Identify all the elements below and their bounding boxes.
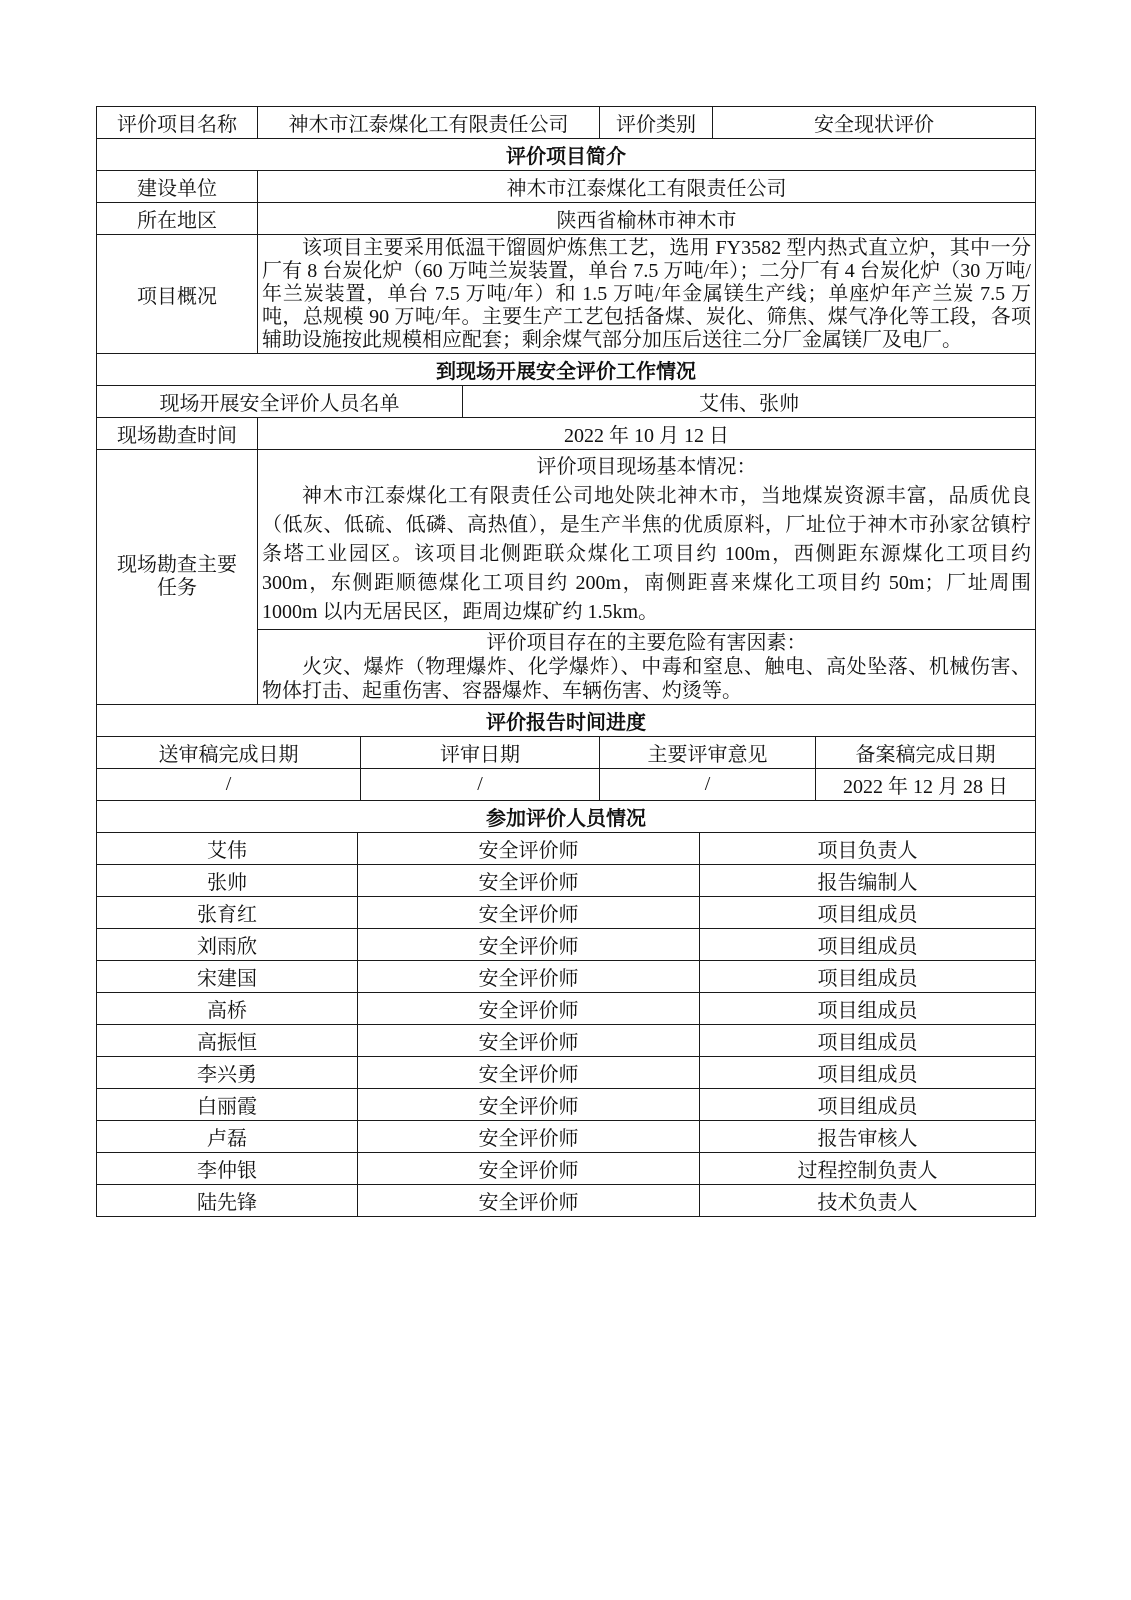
personnel-row [97, 1185, 1036, 1217]
personnel-title: 安全评价师 [358, 833, 700, 865]
schedule-table [96, 704, 1036, 801]
personnel-title: 安全评价师 [358, 897, 700, 929]
personnel-role: 项目组成员 [700, 961, 1036, 993]
personnel-title: 安全评价师 [358, 993, 700, 1025]
personnel-name: 宋建国 [97, 961, 358, 993]
personnel-title: 安全评价师 [358, 1089, 700, 1121]
site-basic-heading: 评价项目现场基本情况： [536, 455, 757, 478]
category-value: 安全现状评价 [713, 107, 1036, 139]
personnel-table [96, 800, 1036, 1217]
intro-section-title: 评价项目简介 [97, 139, 1036, 171]
personnel-role: 项目组成员 [700, 1057, 1036, 1089]
site-basic-cell [258, 450, 1036, 630]
personnel-title: 安全评价师 [358, 1185, 700, 1217]
schedule-header-record-date: 备案稿完成日期 [816, 737, 1036, 769]
personnel-row [97, 1153, 1036, 1185]
schedule-value-record-date: 2022 年 12 月 28 日 [816, 769, 1036, 801]
site-basic-text: 神木市江泰煤化工有限责任公司地处陕北神木市，当地煤炭资源丰富，品质优良（低灰、低硫、低磷、高热值），是生产半焦的优质原料，厂址位于神木市孙家岔镇柠条塔工业园区。该项目北侧距联众煤化工项目约 100m，西侧距东源煤化工项目约 300m，东侧距顺德煤化工项目约 200m，南侧距喜来煤化工项目约 50m；厂址周围 1000m 以内无居民区，距周边煤矿约 1.5km。 [262, 484, 1031, 623]
personnel-role: 报告编制人 [700, 865, 1036, 897]
site-section-title: 到现场开展安全评价工作情况 [97, 354, 1036, 386]
personnel-name: 李仲银 [97, 1153, 358, 1185]
site-staff-table [96, 385, 1036, 418]
personnel-role: 项目负责人 [700, 833, 1036, 865]
personnel-name: 李兴勇 [97, 1057, 358, 1089]
site-survey-table [96, 417, 1036, 705]
location-label: 所在地区 [97, 203, 258, 235]
construction-unit-label: 建设单位 [97, 171, 258, 203]
personnel-role: 项目组成员 [700, 897, 1036, 929]
personnel-title: 安全评价师 [358, 1121, 700, 1153]
schedule-value-review-opinion: / [600, 769, 816, 801]
schedule-value-review-date: / [361, 769, 600, 801]
personnel-row [97, 1025, 1036, 1057]
category-label: 评价类别 [600, 107, 713, 139]
project-name-value: 神木市江泰煤化工有限责任公司 [258, 107, 600, 139]
personnel-row [97, 865, 1036, 897]
personnel-role: 项目组成员 [700, 1089, 1036, 1121]
personnel-name: 高桥 [97, 993, 358, 1025]
personnel-name: 白丽霞 [97, 1089, 358, 1121]
personnel-name: 高振恒 [97, 1025, 358, 1057]
personnel-name: 艾伟 [97, 833, 358, 865]
personnel-title: 安全评价师 [358, 961, 700, 993]
survey-date-value: 2022 年 10 月 12 日 [258, 418, 1036, 450]
personnel-role: 报告审核人 [700, 1121, 1036, 1153]
personnel-role: 项目组成员 [700, 1025, 1036, 1057]
hazard-text: 火灾、爆炸（物理爆炸、化学爆炸）、中毒和窒息、触电、高处坠落、机械伤害、物体打击、起重伤害、容器爆炸、车辆伤害、灼烫等。 [262, 656, 1031, 702]
survey-date-label: 现场勘查时间 [97, 418, 258, 450]
personnel-row [97, 929, 1036, 961]
personnel-title: 安全评价师 [358, 865, 700, 897]
intro-section-table [96, 138, 1036, 386]
personnel-row [97, 993, 1036, 1025]
personnel-row [97, 1089, 1036, 1121]
personnel-section-title: 参加评价人员情况 [97, 801, 1036, 833]
site-staff-label: 现场开展安全评价人员名单 [97, 386, 463, 418]
personnel-name: 卢磊 [97, 1121, 358, 1153]
personnel-name: 刘雨欣 [97, 929, 358, 961]
schedule-header-review-opinion: 主要评审意见 [600, 737, 816, 769]
schedule-header-draft: 送审稿完成日期 [97, 737, 361, 769]
location-value: 陕西省榆林市神木市 [258, 203, 1036, 235]
personnel-name: 陆先锋 [97, 1185, 358, 1217]
schedule-value-draft: / [97, 769, 361, 801]
personnel-name: 张帅 [97, 865, 358, 897]
personnel-role: 过程控制负责人 [700, 1153, 1036, 1185]
personnel-title: 安全评价师 [358, 929, 700, 961]
schedule-section-title: 评价报告时间进度 [97, 705, 1036, 737]
personnel-title: 安全评价师 [358, 1025, 700, 1057]
personnel-name: 张育红 [97, 897, 358, 929]
schedule-header-review-date: 评审日期 [361, 737, 600, 769]
overview-text: 该项目主要采用低温干馏圆炉炼焦工艺，选用 FY3582 型内热式直立炉，其中一分厂有 8 台炭化炉（60 万吨兰炭装置，单台 7.5 万吨/年）；二分厂有 4 台炭化炉（30 万吨/年兰炭装置，单台 7.5 万吨/年）和 1.5 万吨/年金属镁生产线；单座炉年产兰炭 7.5 万吨，总规模 90 万吨/年。主要生产工艺包括备煤、炭化、筛焦、煤气净化等工段，各项辅助设施按此规模相应配套；剩余煤气部分加压后送往二分厂金属镁厂及电厂。 [262, 236, 1031, 351]
hazard-cell [258, 630, 1036, 705]
personnel-title: 安全评价师 [358, 1153, 700, 1185]
personnel-row [97, 1057, 1036, 1089]
personnel-row [97, 1121, 1036, 1153]
survey-tasks-label [97, 450, 258, 705]
personnel-row [97, 833, 1036, 865]
site-staff-value: 艾伟、张帅 [463, 386, 1036, 418]
personnel-row [97, 961, 1036, 993]
hazard-heading: 评价项目存在的主要危险有害因素： [486, 632, 807, 654]
personnel-role: 项目组成员 [700, 929, 1036, 961]
construction-unit-value: 神木市江泰煤化工有限责任公司 [258, 171, 1036, 203]
personnel-role: 技术负责人 [700, 1185, 1036, 1217]
survey-tasks-label-text: 现场勘查主要任务 [117, 554, 237, 599]
project-name-label: 评价项目名称 [97, 107, 258, 139]
personnel-row [97, 897, 1036, 929]
evaluation-form [96, 107, 1035, 1217]
personnel-role: 项目组成员 [700, 993, 1036, 1025]
overview-label: 项目概况 [97, 235, 258, 354]
personnel-title: 安全评价师 [358, 1057, 700, 1089]
title-row-table [96, 106, 1036, 139]
